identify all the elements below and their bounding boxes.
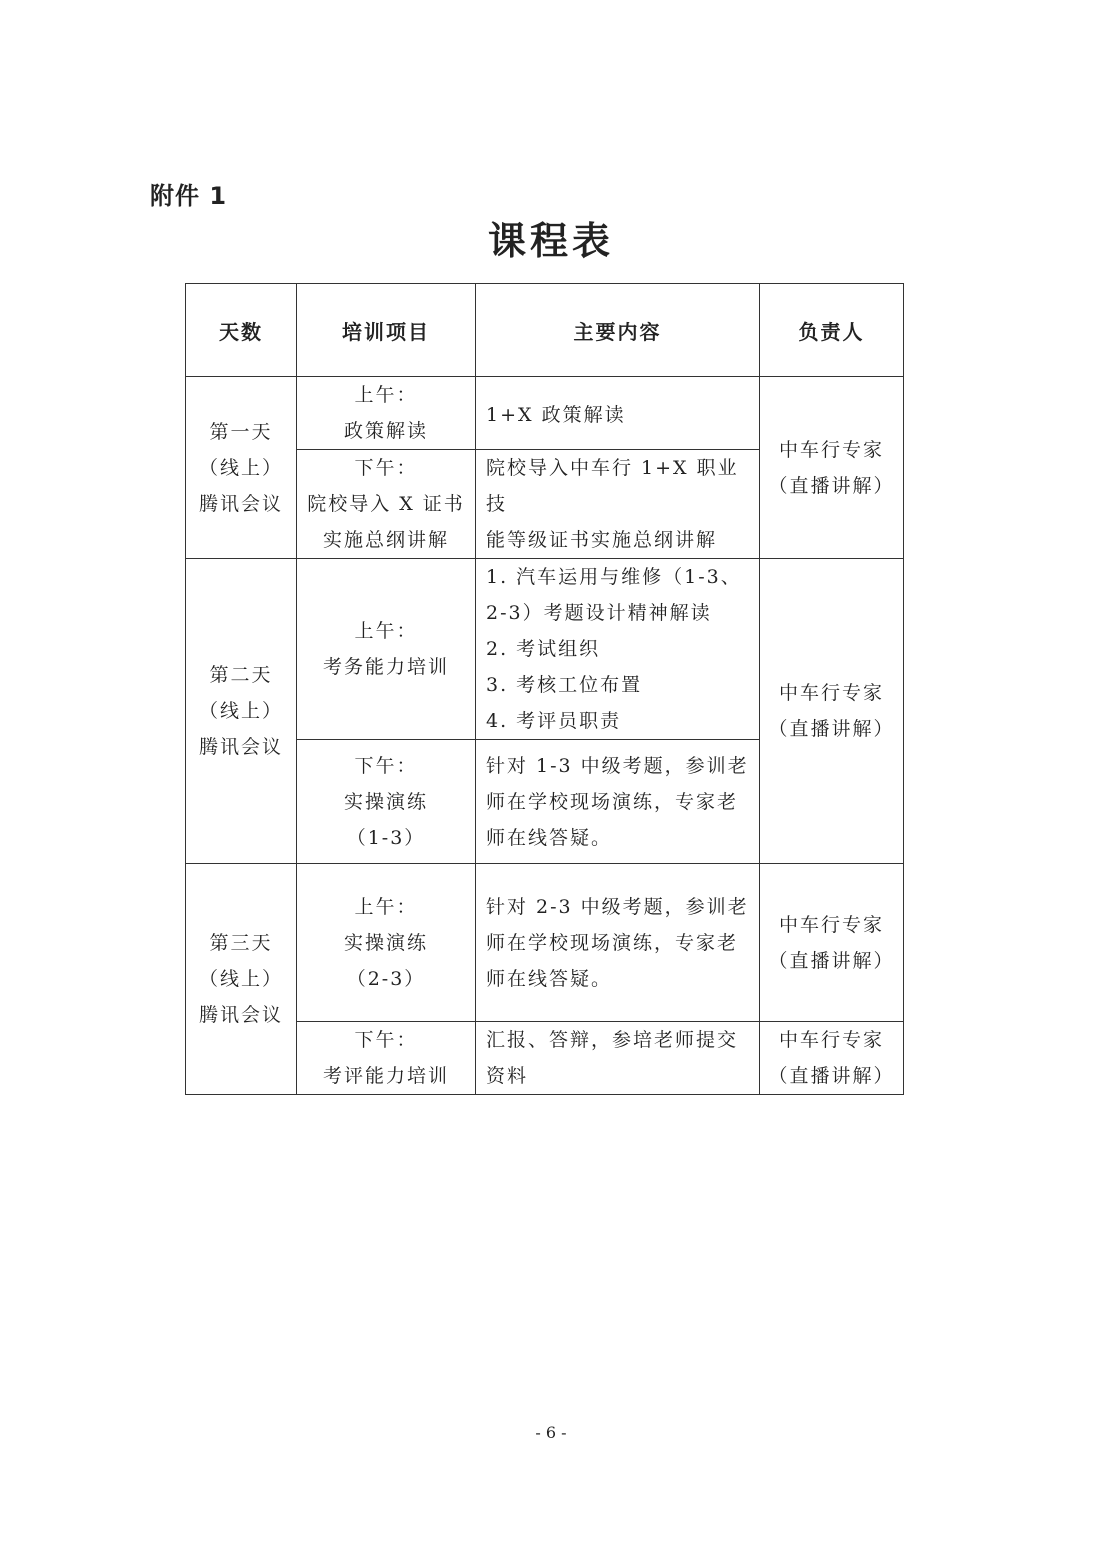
project-cell — [297, 559, 476, 740]
content-line: 2-3）考题设计精神解读 — [486, 602, 712, 624]
session-time: 下午： — [354, 1029, 418, 1051]
content-line: 汇报、答辩，参培老师提交 — [486, 1029, 739, 1051]
day-platform: 腾讯会议 — [198, 1004, 283, 1026]
owner-name: 中车行专家 — [778, 913, 884, 936]
day-platform: 腾讯会议 — [198, 736, 283, 758]
content-cell — [476, 1022, 760, 1095]
owner-note: （直播讲解） — [768, 949, 895, 972]
project-cell — [297, 450, 476, 559]
content-cell — [476, 450, 760, 559]
session-project: 实操演练 — [343, 790, 428, 813]
day-cell — [186, 864, 297, 1095]
session-time: 上午： — [354, 620, 418, 642]
content-line: 1+X 政策解读 — [486, 404, 626, 426]
content-line: 针对 2-3 中级考题，参训老 — [486, 895, 749, 918]
session-project-detail: （2-3） — [346, 967, 426, 990]
table-row — [186, 559, 904, 740]
day-mode: （线上） — [198, 700, 283, 722]
day-platform: 腾讯会议 — [198, 492, 283, 515]
session-time: 下午： — [354, 457, 418, 479]
content-line: 师在学校现场演练，专家老 — [486, 790, 739, 813]
owner-name: 中车行专家 — [778, 1029, 884, 1051]
table-row — [186, 377, 904, 450]
content-line: 1. 汽车运用与维修（1-3、 — [486, 566, 742, 588]
project-cell — [297, 864, 476, 1022]
content-line: 院校导入中车行 1+X 职业技 — [486, 457, 739, 515]
session-project: 考务能力培训 — [322, 656, 449, 678]
content-line: 2. 考试组织 — [486, 638, 601, 660]
project-cell — [297, 1022, 476, 1095]
page-title: 课程表 — [487, 219, 614, 263]
owner-note: （直播讲解） — [768, 1065, 895, 1087]
session-time: 上午： — [354, 384, 418, 406]
owner-cell — [760, 1022, 904, 1095]
session-project-detail: 实施总纲讲解 — [322, 529, 449, 551]
content-cell — [476, 377, 760, 450]
day-label: 第二天 — [209, 664, 273, 686]
header-content: 主要内容 — [476, 284, 760, 377]
header-project: 培训项目 — [297, 284, 476, 377]
owner-cell — [760, 377, 904, 559]
session-project: 院校导入 X 证书 — [307, 493, 465, 515]
content-cell — [476, 740, 760, 864]
content-line: 能等级证书实施总纲讲解 — [486, 529, 718, 551]
content-cell — [476, 864, 760, 1022]
content-cell — [476, 559, 760, 740]
day-mode: （线上） — [198, 456, 283, 479]
day-cell — [186, 377, 297, 559]
content-line: 针对 1-3 中级考题，参训老 — [486, 754, 749, 777]
content-line: 师在学校现场演练，专家老 — [486, 931, 739, 954]
day-cell — [186, 559, 297, 864]
content-line: 3. 考核工位布置 — [486, 674, 643, 696]
owner-cell — [760, 559, 904, 864]
owner-note: （直播讲解） — [768, 474, 895, 497]
header-owner: 负责人 — [760, 284, 904, 377]
session-time: 下午： — [354, 754, 418, 777]
session-project: 政策解读 — [343, 420, 428, 442]
owner-name: 中车行专家 — [778, 682, 884, 704]
header-row — [186, 284, 904, 377]
project-cell — [297, 377, 476, 450]
course-schedule-table — [185, 283, 904, 1095]
table-row — [186, 864, 904, 1022]
session-time: 上午： — [354, 895, 418, 918]
content-line: 资料 — [486, 1065, 529, 1087]
header-day: 天数 — [186, 284, 297, 377]
session-project-detail: （1-3） — [346, 826, 426, 849]
page-number: - 6 - — [535, 1423, 567, 1442]
session-project: 考评能力培训 — [322, 1065, 449, 1087]
day-label: 第三天 — [209, 932, 273, 954]
day-label: 第一天 — [209, 420, 273, 443]
attachment-label: 附件 1 — [150, 182, 228, 210]
owner-cell — [760, 864, 904, 1022]
session-project: 实操演练 — [343, 931, 428, 954]
content-line: 师在线答疑。 — [486, 967, 613, 990]
owner-name: 中车行专家 — [778, 438, 884, 461]
owner-note: （直播讲解） — [768, 718, 895, 740]
project-cell — [297, 740, 476, 864]
content-line: 师在线答疑。 — [486, 826, 613, 849]
content-line: 4. 考评员职责 — [486, 710, 622, 732]
day-mode: （线上） — [198, 968, 283, 990]
